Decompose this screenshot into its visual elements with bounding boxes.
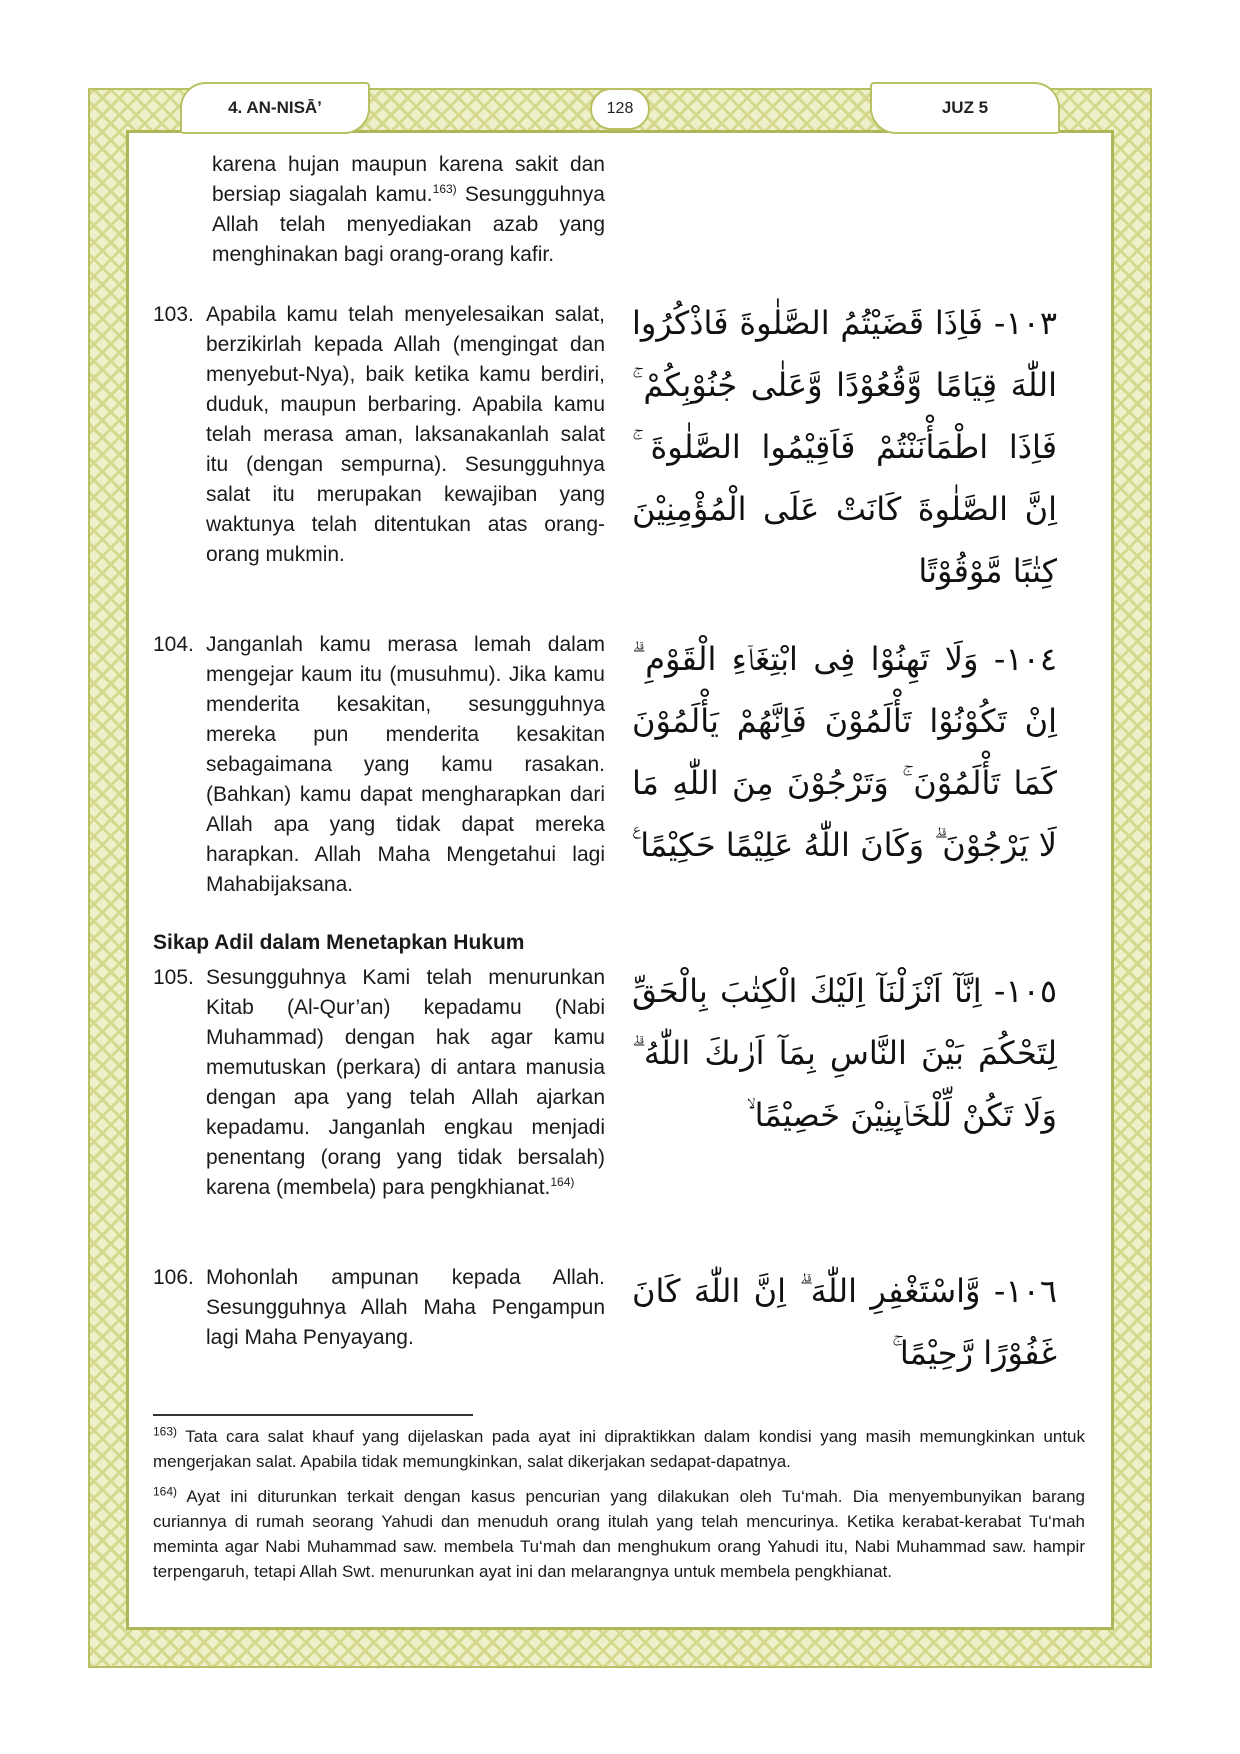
verse-number-103: 103. [153,303,194,326]
verse-translation-103: Apabila kamu telah menyelesaikan salat, berzikirlah kepada Allah (mengingat dan menyebut-Nya), baik ketika kamu berdiri, duduk, maupun berbaring. Apabila kamu telah merasa aman, laksanakanlah salat itu (dengan sempurna). Sesungguhnya salat itu merupakan kewajiban yang waktunya telah ditentukan atas orang-orang mukmin. [206,303,605,566]
continuation-text [212,150,605,270]
verse-arabic-105: ١٠٥- اِنَّآ اَنْزَلْنَآ اِلَيْكَ الْكِتٰبَ بِالْحَقِّ لِتَحْكُمَ بَيْنَ النَّاسِ بِمَآ اَرٰىكَ اللّٰهُ ۗ وَلَا تَكُنْ لِّلْخَاۤىِٕنِيْنَ خَصِيْمًا ۙ [632,972,1057,1134]
verse-translation-105 [206,963,605,1203]
footnote-text-163: Tata cara salat khauf yang dijelaskan pada ayat ini dipraktikkan dalam kondisi yang masih memungkinkan untuk mengerjakan salat. Apabila tidak memungkinkan, salat dikerjakan sedapat-dapatnya. [153,1427,1085,1471]
verse-number-105: 105. [153,966,194,989]
verse-arabic-106: ١٠٦- وَّاسْتَغْفِرِ اللّٰهَ ۗ اِنَّ اللّٰهَ كَانَ غَفُوْرًا رَّحِيْمًا ۚ [632,1272,1057,1372]
verse-number-104: 104. [153,633,194,656]
footnote-163 [153,1424,1085,1474]
footnote-164 [153,1484,1085,1584]
verse-number-106: 106. [153,1266,194,1289]
verse-translation-105-text: Sesungguhnya Kami telah menurunkan Kitab (Al-Qur’an) kepadamu (Nabi Muhammad) dengan hak agar kamu memutuskan (perkara) di antara manusia dengan apa yang telah Allah ajarkan kepadamu. Janganlah engkau menjadi penentang (orang yang tidak bersalah) karena (membela) para pengkhianat. [206,966,605,1199]
page-number: 128 [590,88,650,130]
verse-translation-106: Mohonlah ampunan kepada Allah. Sesungguhnya Allah Maha Pengampun lagi Maha Penyayang. [206,1266,605,1349]
footnote-marker-164: 164) [153,1484,178,1499]
juz-header-label: JUZ 5 [870,82,1060,134]
footnote-text-164: Ayat ini diturunkan terkait dengan kasus pencurian yang dilakukan oleh Tu‘mah. Dia menyembunyikan barang curiannya di rumah seorang Yahudi dan menuduh orang itulah yang telah mencurinya. Ketika kerabat-kerabat Tu‘mah meminta agar Nabi Muhammad saw. membela Tu‘mah dan menghukum orang Yahudi itu, Nabi Muhammad saw. hampir terpengaruh, tetapi Allah Swt. menurunkan ayat ini dan melarangnya untuk membela pengkhianat. [153,1487,1085,1581]
footnote-divider [153,1414,473,1416]
continuation-text-b: Sesungguhnya Allah telah menyediakan azab yang menghinakan bagi orang-orang kafir. [212,183,605,266]
verse-translation-104: Janganlah kamu merasa lemah dalam mengejar kaum itu (musuhmu). Jika kamu menderita kesakitan, sesungguhnya mereka pun menderita kesakitan sebagaimana yang kamu rasakan. (Bahkan) kamu dapat mengharapkan dari Allah apa yang tidak dapat mereka harapkan. Allah Maha Mengetahui lagi Mahabijaksana. [206,633,605,896]
continuation-text-a: karena hujan maupun karena sakit dan bersiap siagalah kamu. [212,153,605,206]
footnote-ref-164: 164) [550,1175,575,1189]
surah-header-label: 4. AN-NISĀʼ [180,82,370,134]
verse-arabic-104: ١٠٤- وَلَا تَهِنُوْا فِى ابْتِغَاۤءِ الْقَوْمِ ۗ اِنْ تَكُوْنُوْا تَأْلَمُوْنَ فَاِنَّهُمْ يَأْلَمُوْنَ كَمَا تَأْلَمُوْنَ ۚ وَتَرْجُوْنَ مِنَ اللّٰهِ مَا لَا يَرْجُوْنَ ۗ وَكَانَ اللّٰهُ عَلِيْمًا حَكِيْمًا ࣖ [632,640,1057,864]
section-heading: Sikap Adil dalam Menetapkan Hukum [153,931,525,954]
footnote-ref-163: 163) [432,182,457,196]
verse-arabic-103: ١٠٣- فَاِذَا قَضَيْتُمُ الصَّلٰوةَ فَاذْكُرُوا اللّٰهَ قِيَامًا وَّقُعُوْدًا وَّعَلٰى جُنُوْبِكُمْ ۚ فَاِذَا اطْمَأْنَنْتُمْ فَاَقِيْمُوا الصَّلٰوةَ ۚ اِنَّ الصَّلٰوةَ كَانَتْ عَلَى الْمُؤْمِنِيْنَ كِتٰبًا مَّوْقُوْتًا [632,304,1057,590]
footnote-marker-163: 163) [153,1424,178,1439]
